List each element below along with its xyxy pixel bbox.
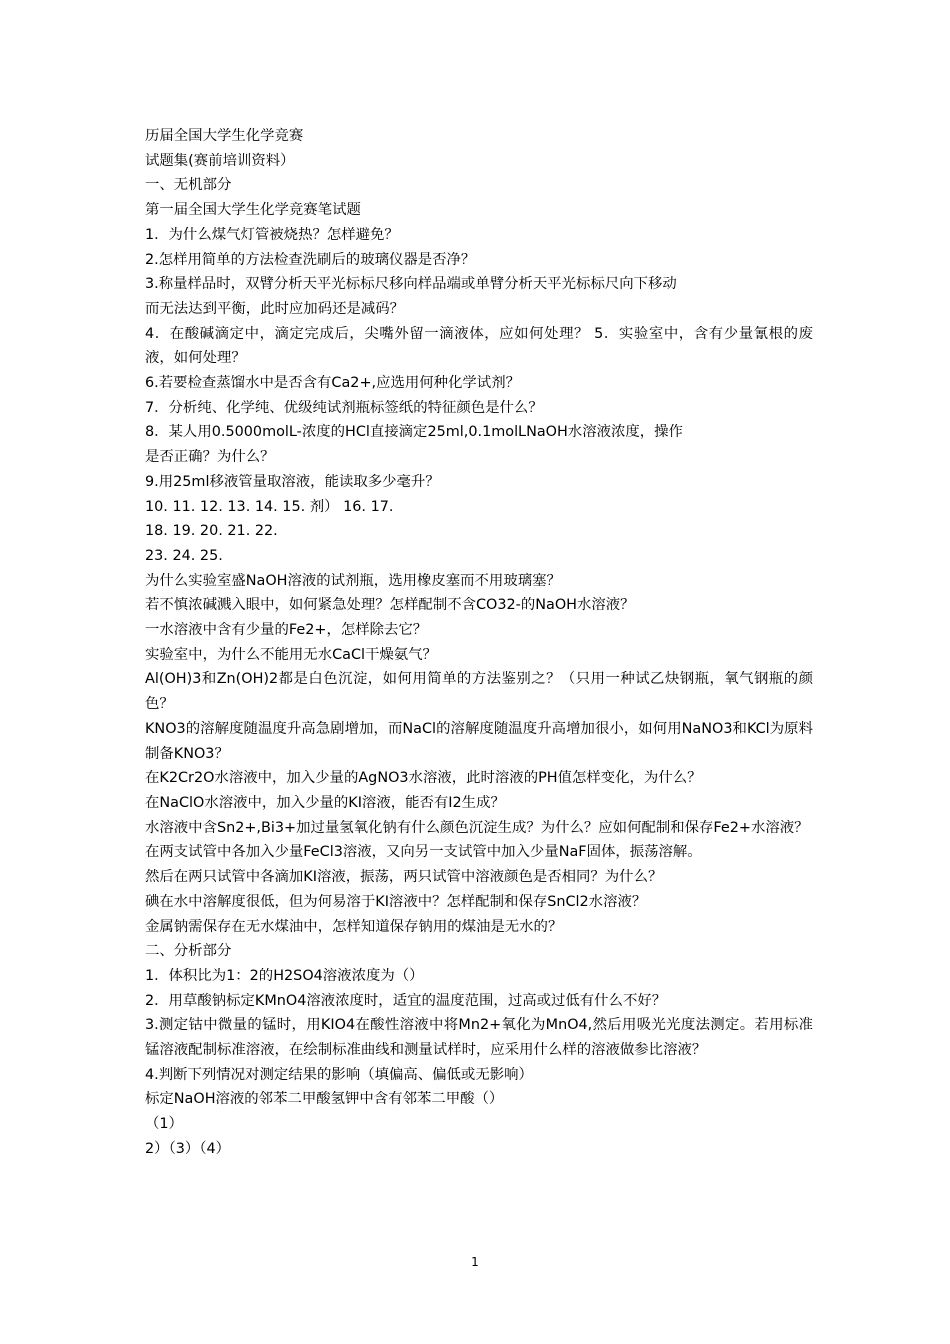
question-line: 6.若要检查蒸馏水中是否含有Ca2+,应选用何种化学试剂？: [145, 375, 520, 392]
question-line: 3.称量样品时，双臂分析天平光标标尺移向样品端或单臂分析天平光标标尺向下移动: [145, 276, 677, 293]
question-line: KNO3的溶解度随温度升高急剧增加，而NaCl的溶解度随温度升高增加很小，如何用NaNO3和KCl为原料制备KNO3？: [145, 720, 813, 762]
question-line: Al(OH)3和Zn(OH)2都是白色沉淀，如何用简单的方法鉴别之？（只用一种试乙炔钢瓶，氧气钢瓶的颜色？: [145, 671, 813, 713]
question-line: 2.怎样用简单的方法检查洗刷后的玻璃仪器是否净？: [145, 251, 476, 268]
question-line: 9.用25ml移液管量取溶液，能读取多少毫升？: [145, 473, 440, 490]
question-line: 碘在水中溶解度很低，但为何易溶于KI溶液中？怎样配制和保存SnCl2水溶液？: [145, 893, 647, 910]
exam-heading: 第一届全国大学生化学竞赛笔试题: [145, 202, 361, 219]
question-line: 4.判断下列情况对测定结果的影响（填偏高、偏低或无影响）: [145, 1066, 533, 1083]
question-line: 而无法达到平衡，此时应加码还是减码？: [145, 300, 405, 317]
answer-option-line: 2）（3）（4）: [145, 1140, 231, 1157]
question-line: 在两支试管中各加入少量FeCl3溶液，又向另一支试管中加入少量NaF固体，振荡溶解。: [145, 844, 702, 861]
document-title: 历届全国大学生化学竞赛: [145, 128, 304, 144]
question-line: 是否正确？为什么？: [145, 449, 275, 466]
section-heading-inorganic: 一、无机部分: [145, 177, 232, 194]
question-line: 若不慎浓碱溅入眼中，如何紧急处理？怎样配制不含CO32-的NaOH水溶液？: [145, 597, 635, 614]
question-line: 水溶液中含Sn2+,Bi3+加过量氢氧化钠有什么颜色沉淀生成？为什么？应如何配制和保存Fe2+水溶液？: [145, 819, 809, 836]
question-line: 在NaClO水溶液中，加入少量的KI溶液，能否有I2生成？: [145, 794, 505, 811]
question-line: 4．在酸碱滴定中，滴定完成后，尖嘴外留一滴液体，应如何处理？ 5．实验室中，含有少量氰根的废液，如何处理？: [145, 325, 813, 367]
question-line: 7．分析纯、化学纯、优级纯试剂瓶标签纸的特征颜色是什么？: [145, 399, 543, 416]
question-line: 1．为什么煤气灯管被烧热？怎样避免？: [145, 226, 399, 243]
question-line: 金属钠需保存在无水煤油中，怎样知道保存钠用的煤油是无水的？: [145, 918, 563, 935]
question-line: 为什么实验室盛NaOH溶液的试剂瓶，选用橡皮塞而不用玻璃塞？: [145, 572, 561, 589]
question-line: 标定NaOH溶液的邻苯二甲酸氢钾中含有邻苯二甲酸（）: [145, 1091, 504, 1108]
question-line: 然后在两只试管中各滴加KI溶液，振荡，两只试管中溶液颜色是否相同？为什么？: [145, 869, 663, 886]
question-line: 2．用草酸钠标定KMnO4溶液浓度时，适宜的温度范围，过高或过低有什么不好？: [145, 992, 667, 1009]
question-line: 实验室中，为什么不能用无水CaCl干燥氨气？: [145, 646, 437, 663]
question-line: 8．某人用0.5000molL-浓度的HCl直接滴定25ml,0.1molLNaOH水溶液浓度，操作: [145, 424, 683, 441]
section-heading-analysis: 二、分析部分: [145, 943, 232, 960]
page-number: 1: [471, 1255, 479, 1269]
answer-option-line: （1）: [145, 1116, 183, 1133]
question-number-list: 23. 24. 25.: [145, 547, 223, 564]
question-number-list: 10. 11. 12. 13. 14. 15. 剂） 16. 17.: [145, 498, 394, 515]
question-number-list: 18. 19. 20. 21. 22.: [145, 523, 278, 540]
question-line: 1．体积比为1：2的H2SO4溶液浓度为（）: [145, 967, 424, 984]
document-body: [145, 124, 813, 1162]
question-line: 3.测定钴中微量的锰时，用KIO4在酸性溶液中将Mn2+氧化为MnO4,然后用吸光光度法测定。若用标准锰溶液配制标准溶液，在绘制标准曲线和测量试样时，应采用什么样的溶液做参比溶液？: [145, 1017, 813, 1059]
question-line: 一水溶液中含有少量的Fe2+，怎样除去它？: [145, 622, 428, 639]
question-line: 在K2Cr2O水溶液中，加入少量的AgNO3水溶液，此时溶液的PH值怎样变化，为什么？: [145, 770, 702, 787]
document-subtitle: 试题集(赛前培训资料）: [145, 152, 295, 169]
